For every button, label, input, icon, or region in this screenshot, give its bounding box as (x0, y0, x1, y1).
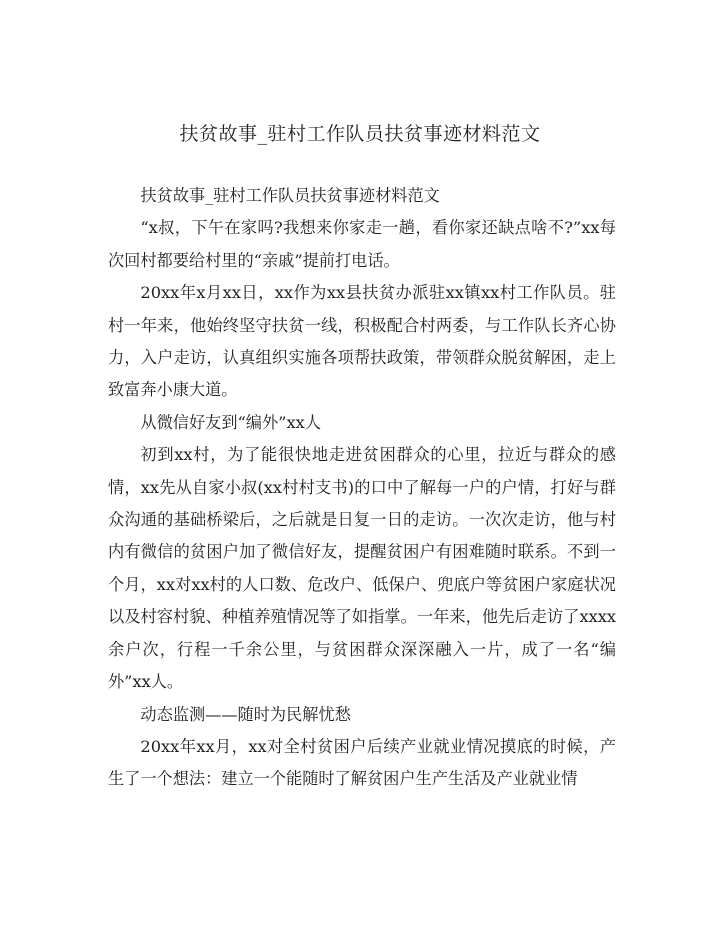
document-body (108, 180, 616, 796)
paragraph-assignment: 20xx年x月xx日，xx作为xx县扶贫办派驻xx镇xx村工作队员。驻村一年来，他始终坚守扶贫一线，积极配合村两委，与工作队长齐心协力，入户走访，认真组织实施各项帮扶政策，带领群众脱贫解困，走上致富奔小康大道。 (108, 283, 616, 400)
paragraph-monitoring: 20xx年xx月，xx对全村贫困户后续产业就业情况摸底的时候，产生了一个想法：建立一个能随时了解贫困户生产生活及产业就业情 (108, 736, 616, 789)
paragraph-phone-call: “x叔，下午在家吗?我想来你家走一趟，看你家还缺点啥不?”xx每次回村都要给村里的“亲戚”提前打电话。 (108, 218, 616, 270)
document-title: 扶贫故事_驻村工作队员扶贫事迹材料范文 (179, 123, 541, 145)
paragraph-subtitle: 扶贫故事_驻村工作队员扶贫事迹材料范文 (140, 186, 440, 205)
section-heading-wechat: 从微信好友到“编外”xx人 (140, 412, 321, 432)
section-heading-monitoring: 动态监测——随时为民解忧愁 (140, 704, 351, 724)
paragraph-visits: 初到xx村，为了能很快地走进贫困群众的心里，拉近与群众的感情，xx先从自家小叔(xx村村支书)的口中了解每一户的户情，打好与群众沟通的基础桥梁后，之后就是日复一日的走访。一次次走访，他与村内有微信的贫困户加了微信好友，提醒贫困户有困难随时联系。不到一个月，xx对xx村的人口数、危改户、低保户、兜底户等贫困户家庭状况以及村容村貌、种植养殖情况等了如指掌。一年来，他先后走访了xxxx余户次，行程一千余公里，与贫困群众深深融入一片，成了一名“编外”xx人。 (108, 445, 616, 692)
